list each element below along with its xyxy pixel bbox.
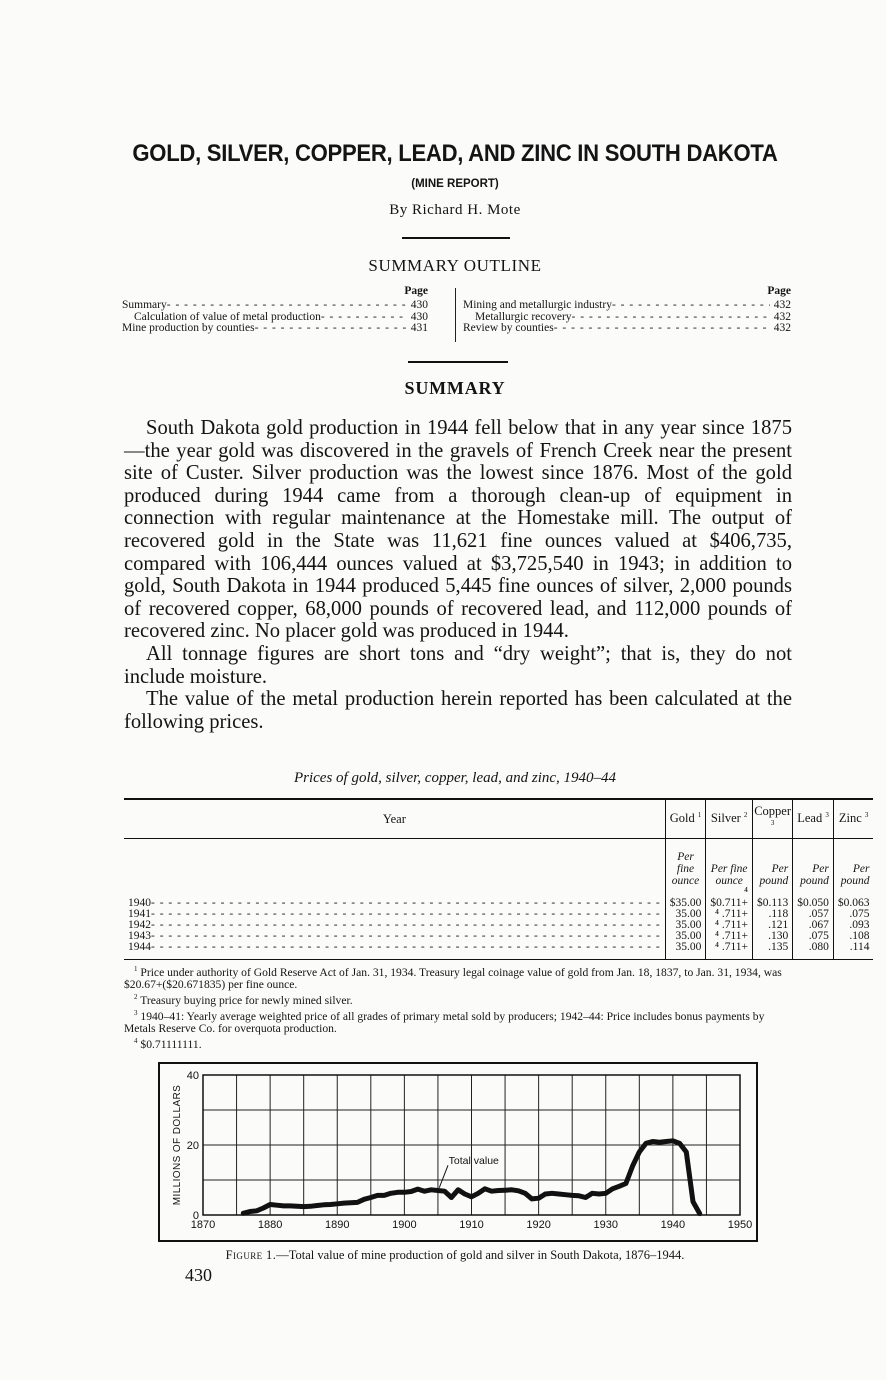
footnote-mark: 4 (134, 1036, 138, 1045)
x-tick-label: 1890 (325, 1219, 350, 1231)
summary-heading: SUMMARY (404, 378, 506, 398)
footnote-mark: 2 (134, 992, 138, 1001)
year-label: 1940 (128, 898, 151, 909)
silver-price-cell: ⁴ .711+ (706, 909, 753, 920)
x-tick-label: 1930 (593, 1219, 618, 1231)
outline-entry-page: 430 (410, 311, 428, 323)
x-tick-label: 1950 (727, 1219, 753, 1231)
silver-price-cell: ⁴ $0.711+ (706, 887, 753, 909)
unit-gold: Per fine ounce (665, 839, 706, 888)
footnote-text: 1940–41: Yearly average weighted price of all grades of primary metal sold by producers; 1942–44: Price includes bonus payments by Metals Reserve Co. for overquota production. (124, 1009, 765, 1035)
x-tick-label: 1940 (660, 1219, 686, 1231)
outline-entry-page: 431 (410, 323, 428, 334)
year-label: 1942 (128, 920, 151, 931)
x-tick-label: 1920 (526, 1219, 551, 1231)
year-label: 1943 (128, 931, 151, 942)
annotation-total-value: Total value (448, 1154, 499, 1167)
outline-entry-label: Summary (122, 300, 167, 311)
col-header-year: Year (124, 799, 665, 839)
outline-entry-page: 430 (410, 300, 428, 311)
author-byline: By Richard H. Mote (389, 202, 521, 218)
footnote-text: Treasury buying price for newly mined silver. (140, 993, 353, 1007)
col-header-lead: Lead $^3$ (793, 799, 834, 839)
table-caption: Prices of gold, silver, copper, lead, and zinc, 1940–44 (293, 770, 617, 786)
gold-price-cell: 35.00 (665, 931, 706, 942)
zinc-price-cell: .108 (833, 931, 873, 942)
footnote-text: Price under authority of Gold Reserve Act of Jan. 31, 1934. Treasury legal coinage value of gold from Jan. 18, 1837, to Jan. 31, 1934, was $20.67+($20.671835) per fine ounce. (124, 965, 782, 991)
copper-price-cell: .121 (753, 920, 793, 931)
col-header-copper: Copper $^3$ (753, 799, 793, 839)
report-title: GOLD, SILVER, COPPER, LEAD, AND ZINC IN SOUTH DAKOTA (132, 140, 778, 167)
figure-caption-text: —Total value of mine production of gold and silver in South Dakota, 1876–1944. (276, 1248, 685, 1262)
copper-price-cell: .118 (753, 909, 793, 920)
col-header-gold: Gold $^1$ (665, 799, 706, 839)
copper-price-cell: $0.113 (753, 887, 793, 909)
unit-silver: Per fine ounce (706, 839, 753, 888)
outline-entry-label: Review by counties (463, 323, 554, 334)
zinc-price-cell: .093 (833, 920, 873, 931)
summary-paragraph: The value of the metal production herein reported has been calculated at the following prices. (124, 688, 792, 733)
gold-price-cell: 35.00 (665, 909, 706, 920)
x-tick-label: 1870 (190, 1219, 216, 1231)
silver-price-cell: ⁴ .711+ (706, 920, 753, 931)
lead-price-cell: .067 (793, 920, 834, 931)
gold-price-cell: 35.00 (665, 920, 706, 931)
zinc-price-cell: $0.063 (833, 887, 873, 909)
page-number: 430 (185, 1265, 212, 1285)
col-header-silver: Silver $^2$ (706, 799, 753, 839)
unit-copper: Per pound (753, 839, 793, 888)
x-tick-label: 1880 (257, 1219, 283, 1231)
unit-zinc: Per pound (833, 839, 873, 888)
annotation-leader (439, 1165, 448, 1187)
summary-paragraph: All tonnage figures are short tons and “dry weight”; that is, they do not include moisture. (124, 642, 792, 688)
footnote-text: $0.71111111. (140, 1037, 202, 1051)
lead-price-cell: .057 (793, 909, 834, 920)
lead-price-cell: .080 (793, 942, 834, 960)
x-tick-label: 1900 (392, 1219, 417, 1231)
outline-page-header: Page (404, 285, 428, 297)
year-label: 1941 (128, 909, 151, 920)
figure-caption (0, 1248, 886, 1263)
zinc-price-cell: .075 (833, 909, 873, 920)
figure-label: Figure 1. (225, 1248, 277, 1262)
footnote-mark: 3 (134, 1008, 138, 1017)
year-label: 1944 (128, 942, 151, 953)
y-tick-label: 0 (192, 1210, 199, 1222)
col-header-zinc: Zinc $^3$ (833, 799, 873, 839)
footnote-mark: 1 (134, 965, 138, 973)
report-subtitle: (MINE REPORT) (411, 178, 499, 190)
y-tick-label: 20 (186, 1140, 199, 1152)
silver-price-cell: ⁴ .711+ (706, 931, 753, 942)
outline-entry-label: Metallurgic recovery (475, 311, 572, 323)
y-axis-label: MILLIONS OF DOLLARS (172, 1084, 183, 1206)
outline-entry-page: 432 (773, 300, 791, 311)
y-tick-label: 40 (186, 1070, 199, 1082)
silver-price-cell: ⁴ .711+ (706, 942, 753, 960)
copper-price-cell: .130 (753, 931, 793, 942)
outline-entry-label: Mining and metallurgic industry (463, 300, 612, 311)
outline-entry-page: 432 (773, 323, 791, 334)
outline-entry-label: Mine production by counties (122, 323, 255, 334)
gold-price-cell: $35.00 (665, 887, 706, 909)
zinc-price-cell: .114 (833, 942, 873, 960)
lead-price-cell: $0.050 (793, 887, 834, 909)
copper-price-cell: .135 (753, 942, 793, 960)
x-tick-label: 1910 (459, 1219, 484, 1231)
outline-heading: SUMMARY OUTLINE (368, 256, 542, 275)
gold-price-cell: 35.00 (665, 942, 706, 960)
summary-paragraph: South Dakota gold production in 1944 fell below that in any year since 1875—the year gold was discovered in the gravels of French Creek near the present site of Custer. Silver production was the lowest since 1876. Most of the gold produced during 1944 came from a thorough clean-up of equipment in connection with regular maintenance at the Homestake mill. The output of recovered gold in the State was 11,621 fine ounces valued at $406,735, compared with 106,444 ounces valued at $3,725,540 in 1943; in addition to gold, South Dakota in 1944 produced 5,445 fine ounces of silver, 2,000 pounds of recovered copper, 68,000 pounds of recovered lead, and 112,000 pounds of recovered zinc. No placer gold was produced in 1944. (124, 417, 792, 643)
outline-entry-label: Calculation of value of metal production (134, 311, 321, 323)
outline-page-header: Page (767, 285, 791, 297)
unit-lead: Per pound (793, 839, 834, 888)
lead-price-cell: .075 (793, 931, 834, 942)
outline-entry-page: 432 (773, 311, 791, 323)
